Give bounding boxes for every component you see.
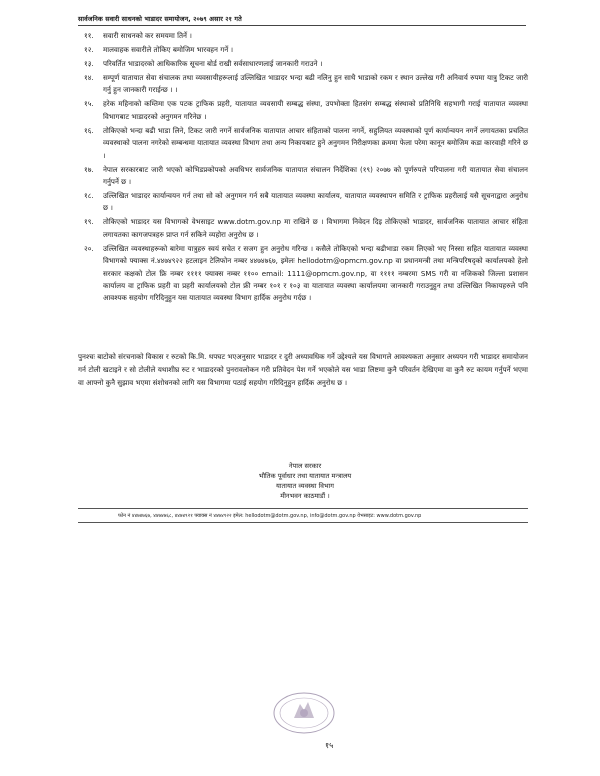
item-text: परिवर्तित भाडादरको आधिकारिक सूचना बोर्ड राखी सर्वसाधारणलाई जानकारी गराउने ।	[103, 59, 323, 68]
header-divider	[78, 25, 526, 26]
item-number: १६.	[84, 125, 94, 135]
item-number: ११.	[84, 31, 94, 40]
item-number: २०.	[84, 243, 94, 253]
list-item	[78, 98, 528, 123]
list-item	[78, 44, 528, 56]
item-number: १४.	[84, 73, 94, 82]
item-text: सवारी साधनको कर समयमा तिर्ने ।	[103, 31, 192, 40]
item-text: नेपाल सरकारबाट जारी भएको कोभिडप्रकोपको अवधिभर सार्वजनिक यातायात संचालन निर्देशिका (१९) २०७७ को पूर्णरुपले परिपालना गरी यातायात सेवा संचालन गर्नुपर्ने छ ।	[103, 164, 528, 187]
footer-top-divider	[78, 508, 528, 509]
list-item	[78, 30, 528, 42]
page-number: १५	[325, 741, 334, 750]
list-item	[78, 72, 528, 97]
footer-bottom-divider	[78, 522, 528, 523]
item-number: १७.	[84, 164, 94, 174]
item-text: हरेक महिनाको कम्तिमा एक पटक ट्राफिक प्रहरी, यातायात व्यवसायी सम्बद्ध संस्था, उपभोक्ता हितसंग सम्बद्ध संस्थाको प्रतिनिधि सहभागी गराई यातायात व्यवस्था विभागबाट भाडादरको अनुगमन गरिनेछ ।	[103, 99, 528, 121]
item-text: तोकिएको भन्दा बढी भाडा लिने, टिकट जारी नगर्ने सार्वजनिक यातायात आचार संहिताको पालना नगर्ने, सहुलियत व्यवस्थाको पूर्ण कार्यान्वयन नगर्ने लगायतका प्रचलित व्यवस्थाको पालना नगरेको सम्बन्धमा यातायात व्यवस्था विभाग तथा अन्य निकायबाट हुने अनुगमन निरीक्षणका क्रममा फेला परेमा कानून बमोजिम कडा कारवाही गरिने छ ।	[103, 125, 528, 160]
list-item	[78, 216, 528, 241]
signature-line-address: मीनभवन काठमाडौं ।	[280, 492, 330, 500]
signature-line-ministry: भौतिक पूर्वाधार तथा यातायात मन्त्रालय	[258, 472, 352, 480]
list-item	[78, 125, 528, 162]
item-text: सम्पूर्ण यातायात सेवा संचालक तथा व्यवसायीहरूलाई उल्लिखित भाडादर भन्दा बढी नलिनु हुन साथै भाडाको रकम र स्थान उल्लेख गरी अनिवार्य रुपमा यात्रु टिकट जारी गर्नु हुन जानकारी गराईन्छ । ।	[103, 73, 528, 95]
signature-line-department: यातायात व्यवस्था विभाग	[275, 482, 334, 490]
list-item	[78, 164, 528, 189]
item-text: उल्लिखित व्यवस्थाहरूको बारेमा यात्रुहरु स्वयं सचेत र सजग हुन अनुरोध गरिन्छ । कसैले तोकिएको भन्दा बढीभाडा रकम लिएको भए निस्सा सहित यातायात व्यवस्था विभागको फ्याक्स नं.४४७४९२२ हटलाइन टेलिफोन नम्बर ४४७४७६७, इमेलः hellodotm@opmcm.gov.np वा प्रधानमन्त्री तथा मन्त्रिपरिषद्को कार्यालयको हेलो सरकार कक्षको टोल फ्रि नम्बर ११११ फ्याक्स नम्बर ११०० email: 1111@opmcm.gov.np, वा ११११ नम्बरमा SMS गरी वा नजिकको जिल्ला प्रशासन कार्यालय वा ट्राफिक प्रहरी वा प्रहरी कार्यालयको टोल फ्री नम्बर १०१ र १०३ वा यातायात व्यवस्था कार्यालयमा जानकारी गराउनुहुन तथा उल्लिखित निकायहरुले पनि आवश्यक सहयोग गरिदिनुहुन यस यातायात व्यवस्था विभाग हार्दिक अनुरोध गर्दछ ।	[103, 243, 528, 303]
list-item	[78, 190, 528, 215]
official-seal-icon	[270, 690, 338, 736]
item-text: उल्लिखित भाडादर कार्यान्वयन गर्न तथा सो को अनुगमन गर्न सबै यातायात व्यवस्था कार्यालय, यातायात व्यवस्थापन समिति र ट्राफिक प्रहरीलाई यसै सूचनाद्वारा अनुरोध छ ।	[103, 191, 528, 213]
item-number: १८.	[84, 191, 94, 201]
list-item	[78, 58, 528, 70]
item-text: तोकिएको भाडादर यस विभागको वेभसाइट www.dotm.gov.np मा राखिने छ । विभागमा निवेदन दिइ तोकिएको भाडादर, सार्वजनिक यातायात आचार संहिता लगायतका कागजपत्रहरु प्राप्त गर्न सकिने व्यहोरा अनुरोध छ ।	[103, 217, 528, 239]
item-number: १३.	[84, 59, 94, 68]
item-number: १९.	[84, 217, 94, 227]
page-header-title: सार्वजनिक सवारी साधनको भाडादर समायोजन, २०७९ असार २१ गते	[78, 15, 242, 23]
footer-contact: फोन नं ४४७४७६७, ४४७४७६८, ४४७४९२१ फ्याक्स नं ४४७४९२२ इमेल: hellodotm@dotm.gov.np, info@dotm.gov.np वेभसाइट: www.dotm.gov.np	[118, 513, 422, 519]
item-number: १५.	[84, 99, 94, 109]
item-number: १२.	[84, 45, 94, 54]
item-text: मालवाहक सवारीले तोकिए बमोजिम भारवहन गर्ने ।	[103, 45, 234, 54]
signature-line-government: नेपाल सरकार	[288, 462, 322, 470]
instruction-list	[78, 30, 528, 306]
postscript-paragraph: पुनश्चः बाटोको संरचनाको विकास र रुटको कि.मि. थपघट भएअनुसार भाडादर र दुरी अध्यावधिक गर्ने उद्देश्यले यस विभागले आवश्यकता अनुसार अध्ययन गरी भाडादर समायोजन गर्न टोली खटाइने र सो टोलीले यथाशीघ्र रुट र भाडादरको पुनरावलोकन गरी प्रतिवेदन पेश गर्ने भएकोले यस भाडा लिष्टमा कुनै परिवर्तन देखिएमा वा कुनै रुट कायम गर्नुपर्ने भएमा वा आफ्नो कुनै सुझाव भएमा संशोधनको लागि यस विभागमा पठाई सहयोग गरिदिनुहुन हार्दिक अनुरोध छ ।	[78, 352, 528, 388]
list-item	[78, 243, 528, 305]
